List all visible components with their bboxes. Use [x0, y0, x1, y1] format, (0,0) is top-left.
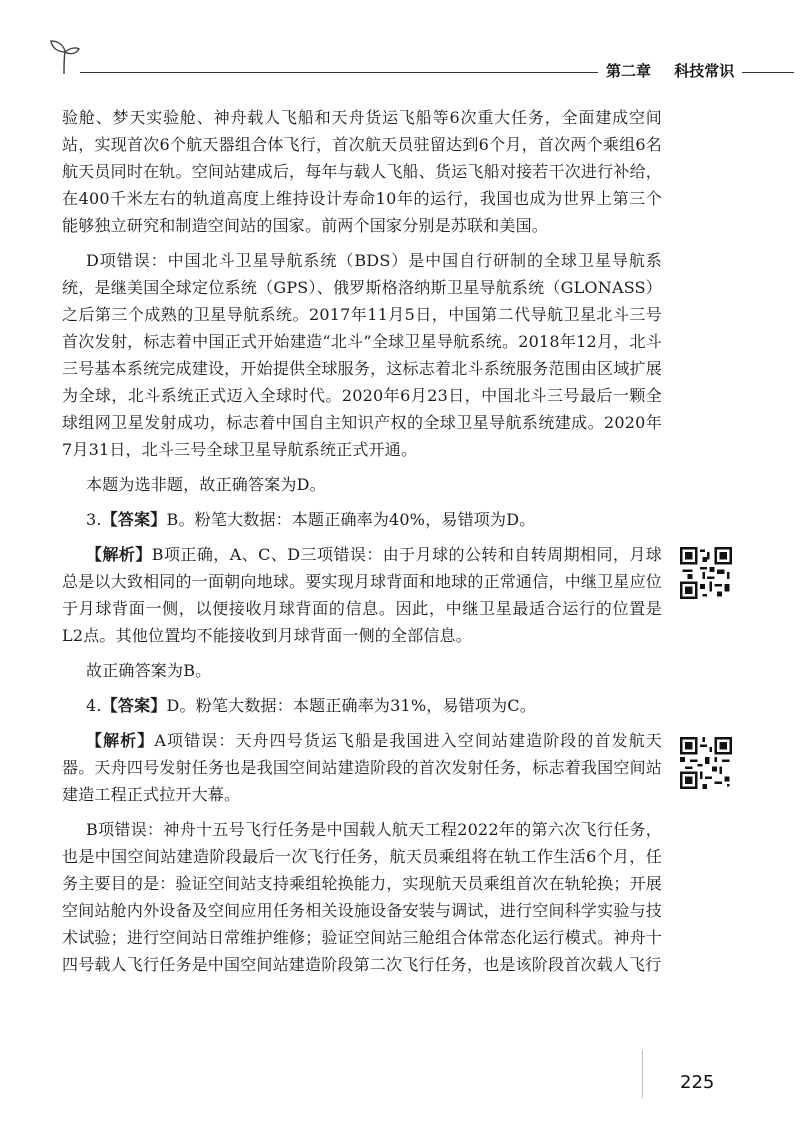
paragraph: 验舱、梦天实验舱、神舟载人飞船和天舟货运飞船等6次重大任务，全面建成空间站，实现首次6个航天器组合体飞行，首次航天员驻留达到6个月，首次两个乘组6名航天员同时在轨。空间站建成后，每年与载人飞船、货运飞船对接若干次进行补给，在400千米左右的轨道高度上维持设计寿命10年的运行，我国也成为世界上第三个能够独立研究和制造空间站的国家。前两个国家分别是苏联和美国。	[62, 108, 662, 235]
analysis-text: A项错误：天舟四号货运飞船是我国进入空间站建造阶段的首发航天器。天舟四号发射任务也是我国空间站建造阶段的首次发射任务，标志着我国空间站建造工程正式拉开大幕。	[62, 731, 662, 804]
question-number: 3.	[86, 510, 102, 529]
answer-paragraph	[62, 506, 662, 533]
paragraph: B项错误：神舟十五号飞行任务是中国载人航天工程2022年的第六次飞行任务，也是中国空间站建造阶段最后一次飞行任务，航天员乘组将在轨工作生活6个月，任务主要目的是：验证空间站支持乘组轮换能力，实现航天员乘组首次在轨轮换；开展空间站舱内外设备及空间应用任务相关设施设备安装与调试，进行空间科学实验与技术试验；进行空间站日常维护维修；验证空间站三舱组合体常态化运行模式。神舟十四号载人飞行任务是中国空间站建造阶段第二次飞行任务，也是该阶段首次载人飞行	[62, 820, 662, 974]
qr-code-icon[interactable]	[680, 547, 732, 599]
header-rule-left	[80, 72, 598, 73]
analysis-text: B项正确，A、C、D三项错误：由于月球的公转和自转周期相同，月球总是以大致相同的一面朝向地球。要实现月球背面和地球的正常通信，中继卫星应位于月球背面一侧，以便接收月球背面的信息。因此，中继卫星最适合运行的位置是L2点。其他位置均不能接收到月球背面一侧的全部信息。	[62, 545, 662, 645]
margin-mark	[642, 1050, 643, 1098]
chapter-label: 第二章	[606, 62, 652, 80]
chapter-title	[606, 60, 734, 81]
page-body	[62, 104, 662, 986]
paragraph: D项错误：中国北斗卫星导航系统（BDS）是中国自行研制的全球卫星导航系统，是继美国全球定位系统（GPS）、俄罗斯格洛纳斯卫星导航系统（GLONASS）之后第三个成熟的卫星导航系统。2017年11月5日，中国第二代导航卫星北斗三号首次发射，标志着中国正式开始建造“北斗”全球卫星导航系统。2018年12月，北斗三号基本系统完成建设，开始提供全球服务，这标志着北斗系统服务范围由区域扩展为全球，北斗系统正式迈入全球时代。2020年6月23日，中国北斗三号最后一颗全球组网卫星发射成功，标志着中国自主知识产权的全球卫星导航系统建成。2020年7月31日，北斗三号全球卫星导航系统正式开通。	[62, 251, 662, 459]
section-label: 科技常识	[674, 62, 735, 80]
answer-tag: 【答案】	[101, 696, 167, 715]
question-number: 4.	[86, 696, 102, 715]
analysis-paragraph	[62, 727, 662, 808]
answer-text: B。粉笔大数据：本题正确率为40%，易错项为D。	[166, 510, 536, 529]
qr-code-icon[interactable]	[680, 737, 732, 789]
page-header	[0, 0, 800, 100]
analysis-tag: 【解析】	[86, 731, 155, 750]
header-rule-right	[742, 72, 794, 73]
answer-text: D。粉笔大数据：本题正确率为31%，易错项为C。	[166, 696, 536, 715]
paragraph: 故正确答案为B。	[86, 661, 212, 680]
sprout-icon	[48, 36, 80, 76]
page-number: 225	[680, 1072, 715, 1093]
answer-tag: 【答案】	[101, 510, 167, 529]
analysis-tag: 【解析】	[86, 545, 152, 564]
analysis-paragraph	[62, 541, 662, 649]
paragraph: 本题为选非题，故正确答案为D。	[86, 475, 326, 494]
answer-paragraph	[62, 692, 662, 719]
